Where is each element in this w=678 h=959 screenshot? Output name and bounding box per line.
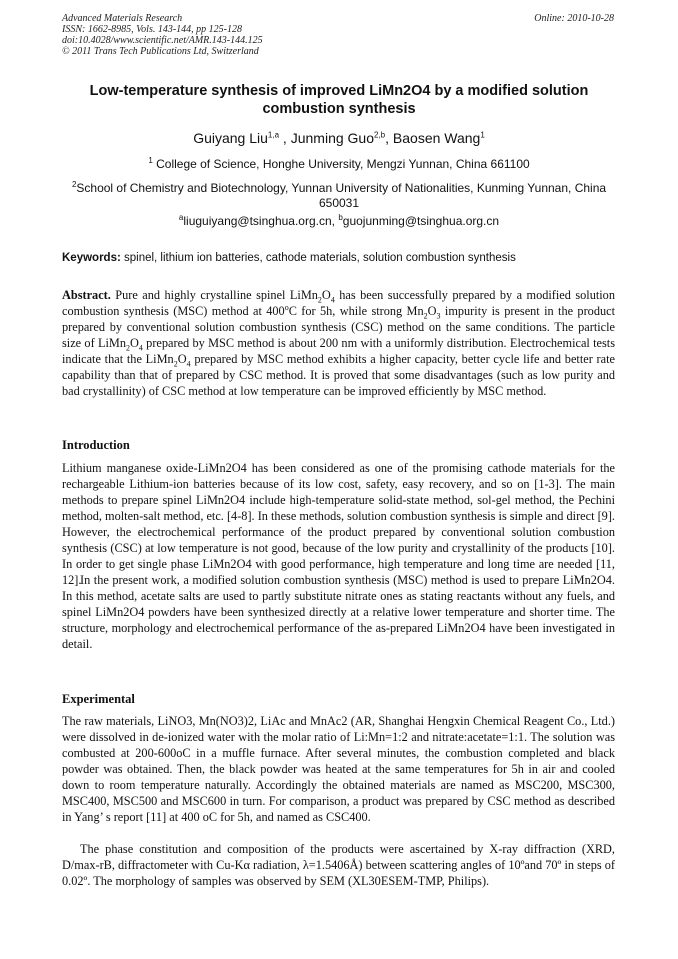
author-2: Junming Guo xyxy=(290,130,374,146)
abstract-text: O xyxy=(177,352,187,366)
abstract-text: impurity is present in the product prepared by conventional solution combustion synthesis (CSC) method on the same conditions. The particle size of LiMn xyxy=(62,304,615,350)
subscript: 2 xyxy=(125,343,130,353)
title-line-1: Low-temperature synthesis of improved LiMn2O4 by a modified solution xyxy=(89,83,589,99)
issn-line: ISSN: 1662-8985, Vols. 143-144, pp 125-128 xyxy=(62,24,242,35)
affiliation-1-text: College of Science, Honghe University, Mengzi Yunnan, China 661100 xyxy=(152,157,530,171)
abstract-text: O xyxy=(321,288,331,302)
email-a[interactable]: liuguiyang@tsinghua.org.cn, xyxy=(183,214,339,228)
author-1: Guiyang Liu xyxy=(193,130,268,146)
author-separator: , xyxy=(279,130,291,146)
subscript: 2 xyxy=(173,359,178,369)
affiliation-1 xyxy=(60,157,618,172)
keywords xyxy=(62,251,618,266)
abstract-text: O xyxy=(427,304,437,318)
superscript: o xyxy=(284,302,289,312)
email-a-sup: a xyxy=(178,213,184,222)
author-2-sup: 2,b xyxy=(374,130,386,140)
author-3-sup: 1 xyxy=(480,130,485,140)
experimental-paragraph-2: The phase constitution and composition of the products were ascertained by X-ray diffraction (XRD, D/max-rB, diffractometer with Cu-Kα radiation, λ=1.5406Å) between scattering angles of 10ºand 70º in steps of 0.02º. The morphology of samples was observed by SEM (XL30ESEM-TMP, Philips). xyxy=(62,842,615,888)
abstract-text: O xyxy=(129,336,139,350)
introduction-paragraph-2: In the present work, a modified solution combustion synthesis (MSC) method is used to prepare LiMn2O4. In this method, acetate salts are used to partly substitute nitrate ones as stating reactants without any fuels, and spinel LiMn2O4 powders have been synthesized directly at a relative lower temperature and shorter time. The structure, morphology and electrochemical performance of the as-prepared LiMn2O4 have been investigated in detail. xyxy=(62,573,615,651)
affiliation-2 xyxy=(60,181,618,211)
author-separator: , xyxy=(385,130,393,146)
affiliation-1-sup: 1 xyxy=(148,156,153,165)
paper-title xyxy=(40,82,638,118)
subscript: 2 xyxy=(423,311,428,321)
abstract-text: prepared by MSC method exhibits a higher capacity, better cycle life and better rate capability than that of prepared by CSC method. It is proved that some disadvantages (such as low purity and bad crystallinity) of CSC method at low temperature can be improved efficiently by MSC method. xyxy=(62,352,615,398)
doi-line: doi:10.4028/www.scientific.net/AMR.143-144.125 xyxy=(62,35,263,46)
subscript: 4 xyxy=(186,359,191,369)
introduction-heading: Introduction xyxy=(62,438,130,452)
author-list xyxy=(40,130,638,147)
online-date: Online: 2010-10-28 xyxy=(534,13,614,24)
subscript: 3 xyxy=(436,311,441,321)
introduction-paragraph-1: Lithium manganese oxide-LiMn2O4 has been considered as one of the promising cathode materials for the rechargeable Lithium-ion batteries because of its low cost, safety, easy recovery, and so on [1-3]. The main methods to prepare spinel LiMn2O4 include high-temperature solid-state method, sol-gel method, the Pechini method, molten-salt method, etc. [4-8]. In these methods, solution combustion synthesis is simple and direct [9]. However, the electrochemical performance of the product prepared by conventional solution combustion synthesis (CSC) at low temperature is not good, because of the low purity and crystallinity of the products [10]. In order to get single phase LiMn2O4 with good performance, high temperature and long time are needed [11, 12]. xyxy=(62,461,615,587)
abstract-text: Pure and highly crystalline spinel LiMn xyxy=(110,288,318,302)
author-3: Baosen Wang xyxy=(392,130,481,146)
affiliation-2-sup: 2 xyxy=(71,180,77,189)
email-line xyxy=(60,214,618,229)
email-b[interactable]: guojunming@tsinghua.org.cn xyxy=(342,214,500,228)
affiliation-2-text: School of Chemistry and Biotechnology, Yunnan University of Nationalities, Kunming Yunnan, China 650031 xyxy=(76,181,607,210)
journal-header xyxy=(62,13,263,57)
keywords-label: Keywords: xyxy=(62,252,121,264)
copyright-line: © 2011 Trans Tech Publications Ltd, Switzerland xyxy=(62,46,259,57)
author-1-sup: 1,a xyxy=(267,130,280,140)
keywords-text: spinel, lithium ion batteries, cathode materials, solution combustion synthesis xyxy=(120,252,516,264)
journal-name: Advanced Materials Research xyxy=(62,13,183,24)
title-line-2: combustion synthesis xyxy=(262,101,416,117)
subscript: 2 xyxy=(317,295,322,305)
abstract-text: prepared by MSC method is about 200 nm with a uniformly distribution. Electrochemical tests indicate that the LiMn xyxy=(62,336,615,366)
experimental-paragraph-1: The raw materials, LiNO3, Mn(NO3)2, LiAc and MnAc2 (AR, Shanghai Hengxin Chemical Reagent Co., Ltd.) were dissolved in de-ionized water with the molar ratio of Li:Mn=1:2 and nitrate:acetate=1:1. The solution was combusted at 200-600oC in a muffle furnace. After several minutes, the combustion completed and black powder was obtained. Then, the black powder was heated at the same temperatures for 5h in air and cooled down to room temperature naturally. Accordingly the obtained materials are named as MSC200, MSC300, MSC400, MSC500 and MSC600 in turn. For comparison, a product was prepared by CSC method as described in Yang’ s report [11] at 400 oC for 5h, and named as CSC400. xyxy=(62,714,615,824)
abstract-label: Abstract. xyxy=(62,288,111,302)
abstract-text: has been successfully prepared by a modified solution combustion synthesis (MSC) method at 400 xyxy=(62,288,615,318)
subscript: 4 xyxy=(138,343,143,353)
abstract xyxy=(62,287,615,399)
abstract-text: C for 5h, while strong Mn xyxy=(288,304,424,318)
subscript: 4 xyxy=(330,295,335,305)
email-b-sup: b xyxy=(338,213,343,222)
experimental-heading: Experimental xyxy=(62,692,135,706)
